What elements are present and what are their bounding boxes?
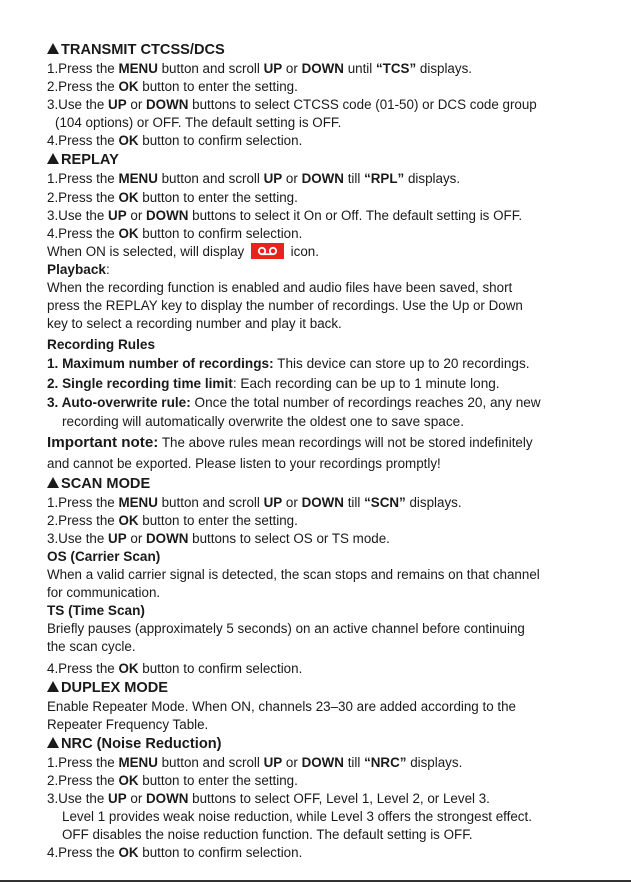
bold-keyword: “RPL”: [364, 171, 405, 187]
page-bottom-rule: [0, 880, 631, 882]
text-segment: button and scroll: [157, 754, 264, 770]
text-segment: 4.Press the: [47, 660, 119, 676]
text-segment: buttons to select CTCSS code (01-50) or DCS code group: [188, 97, 537, 113]
step-line-continued: Level 1 provides weak noise reduction, while Level 3 offers the strongest effect.: [62, 809, 532, 825]
bold-keyword: UP: [108, 97, 127, 113]
text-segment: till: [343, 494, 365, 510]
text-segment: 2.Press the: [47, 772, 119, 788]
text-segment: button to confirm selection.: [138, 845, 303, 861]
triangle-icon: [47, 43, 59, 54]
step-line: [47, 189, 631, 207]
text-segment: 1.Press the: [47, 171, 119, 187]
text-segment: buttons to select OS or TS mode.: [188, 531, 390, 547]
section-heading-duplex: DUPLEX MODE: [47, 679, 631, 698]
step-line: [47, 170, 631, 188]
step-line: [47, 790, 631, 808]
step-line: [47, 844, 631, 862]
playback-text: When the recording function is enabled and audio files have been saved, short: [47, 279, 513, 295]
text-segment: displays.: [406, 754, 463, 770]
text-segment: or: [282, 171, 302, 187]
step-line: [47, 494, 631, 512]
important-note: Important note: The above rules mean recordings will not be stored indefinitely: [47, 433, 533, 451]
section-heading-ctcss: TRANSMIT CTCSS/DCS: [47, 41, 631, 60]
text-segment: displays.: [404, 171, 461, 187]
text-segment: button to enter the setting.: [138, 79, 298, 95]
section-heading-scan: SCAN MODE: [47, 475, 631, 494]
bold-keyword: UP: [263, 494, 283, 510]
text-segment: button to confirm selection.: [138, 660, 303, 676]
text-segment: 2.Press the: [47, 79, 119, 95]
text-segment: 3.Use the: [47, 97, 109, 113]
step-line: [47, 78, 631, 96]
bold-keyword: OK: [118, 772, 139, 788]
text-segment: button to confirm selection.: [138, 225, 303, 241]
text-segment: 2.Press the: [47, 512, 119, 528]
text-segment: button and scroll: [157, 171, 264, 187]
text-segment: button to enter the setting.: [138, 512, 298, 528]
bold-keyword: MENU: [118, 494, 158, 510]
bold-keyword: OK: [118, 660, 139, 676]
text-segment: 1.Press the: [47, 754, 119, 770]
triangle-icon: [47, 681, 59, 692]
bold-keyword: OK: [118, 79, 139, 95]
text-segment: displays.: [405, 494, 462, 510]
bold-keyword: MENU: [118, 754, 158, 770]
rule-item: 1. Maximum number of recordings: This device can store up to 20 recordings.: [47, 356, 530, 372]
step-line: [47, 772, 631, 790]
text-segment: 2.Press the: [47, 189, 119, 205]
bold-keyword: OK: [118, 225, 139, 241]
playback-title: Playback:: [47, 261, 110, 277]
bold-keyword: DOWN: [146, 790, 189, 806]
text-segment: till: [343, 754, 365, 770]
ts-title: TS (Time Scan): [47, 603, 145, 619]
bold-keyword: UP: [108, 531, 127, 547]
text-segment: 3.Use the: [47, 531, 109, 547]
bold-keyword: UP: [263, 754, 283, 770]
os-text: When a valid carrier signal is detected, the scan stops and remains on that channel: [47, 567, 540, 583]
text-segment: button and scroll: [157, 494, 264, 510]
step-line-continued: (104 options) or OFF. The default setting is OFF.: [55, 115, 342, 131]
step-line: [47, 512, 631, 530]
text-segment: buttons to select it On or Off. The default setting is OFF.: [188, 207, 523, 223]
bold-keyword: DOWN: [301, 754, 344, 770]
bold-keyword: DOWN: [301, 494, 344, 510]
ts-text: Briefly pauses (approximately 5 seconds) on an active channel before continuing: [47, 621, 525, 637]
bold-keyword: DOWN: [301, 61, 344, 76]
bold-keyword: OK: [118, 845, 139, 861]
triangle-icon: [47, 153, 59, 164]
step-line: [47, 660, 631, 678]
bold-keyword: “NRC”: [364, 754, 407, 770]
text-segment: buttons to select OFF, Level 1, Level 2, or Level 3.: [188, 790, 490, 806]
text-segment: button to enter the setting.: [138, 189, 298, 205]
text-segment: or: [126, 531, 147, 547]
text-segment: or: [126, 207, 147, 223]
step-line-continued: OFF disables the noise reduction function. The default setting is OFF.: [62, 827, 473, 843]
text-segment: 3.Use the: [47, 207, 109, 223]
bold-keyword: OK: [118, 189, 139, 205]
bold-keyword: OK: [118, 133, 139, 149]
recording-rules-title: Recording Rules: [47, 337, 156, 353]
bold-keyword: DOWN: [146, 531, 189, 547]
ts-text: the scan cycle.: [47, 639, 136, 655]
recording-icon: [251, 243, 284, 259]
text-segment: displays.: [416, 61, 472, 76]
text-segment: or: [126, 790, 147, 806]
step-line: [47, 132, 631, 150]
bold-keyword: DOWN: [146, 97, 189, 113]
step-line: [47, 530, 631, 548]
text-segment: 4.Press the: [47, 225, 119, 241]
text-segment: 1.Press the: [47, 494, 119, 510]
triangle-icon: [47, 477, 59, 488]
bold-keyword: “SCN”: [364, 494, 406, 510]
os-text: for communication.: [47, 585, 161, 601]
replay-on-note: When ON is selected, will display icon.: [47, 243, 319, 259]
rule-item: 3. Auto-overwrite rule: Once the total number of recordings reaches 20, any new: [47, 395, 541, 411]
playback-text: key to select a recording number and play it back.: [47, 316, 342, 332]
text-segment: 3.Use the: [47, 790, 109, 806]
step-line: [47, 96, 631, 114]
step-line: [47, 754, 631, 772]
text-segment: or: [126, 97, 147, 113]
bold-keyword: DOWN: [301, 171, 344, 187]
step-line: [47, 225, 631, 243]
text-segment: or: [282, 61, 302, 76]
text-segment: button to enter the setting.: [138, 772, 298, 788]
text-segment: button to confirm selection.: [138, 133, 303, 149]
text-segment: 4.Press the: [47, 133, 119, 149]
text-segment: 1.Press the: [47, 61, 119, 76]
bold-keyword: DOWN: [146, 207, 189, 223]
text-segment: or: [282, 754, 302, 770]
important-note-continued: and cannot be exported. Please listen to your recordings promptly!: [47, 455, 441, 471]
bold-keyword: UP: [108, 790, 127, 806]
text-segment: 4.Press the: [47, 845, 119, 861]
text-segment: until: [343, 61, 376, 76]
duplex-text: Repeater Frequency Table.: [47, 716, 209, 732]
duplex-text: Enable Repeater Mode. When ON, channels 23–30 are added according to the: [47, 698, 516, 714]
bold-keyword: UP: [263, 171, 283, 187]
bold-keyword: OK: [118, 512, 139, 528]
bold-keyword: UP: [263, 61, 283, 76]
text-segment: till: [343, 171, 365, 187]
text-segment: button and scroll: [157, 61, 264, 76]
rule-item: 2. Single recording time limit: Each recording can be up to 1 minute long.: [47, 375, 500, 391]
bold-keyword: MENU: [118, 61, 158, 76]
rule-item-continued: recording will automatically overwrite the oldest one to save space.: [62, 414, 464, 430]
bold-keyword: UP: [108, 207, 127, 223]
section-heading-replay: REPLAY: [47, 151, 631, 170]
text-segment: or: [282, 494, 302, 510]
triangle-icon: [47, 737, 59, 748]
bold-keyword: MENU: [118, 171, 158, 187]
bold-keyword: “TCS”: [375, 61, 417, 76]
os-title: OS (Carrier Scan): [47, 549, 161, 565]
step-line: [47, 60, 631, 78]
section-heading-nrc: NRC (Noise Reduction): [47, 735, 631, 754]
playback-text: press the REPLAY key to display the number of recordings. Use the Up or Down: [47, 298, 523, 314]
step-line: [47, 207, 631, 225]
